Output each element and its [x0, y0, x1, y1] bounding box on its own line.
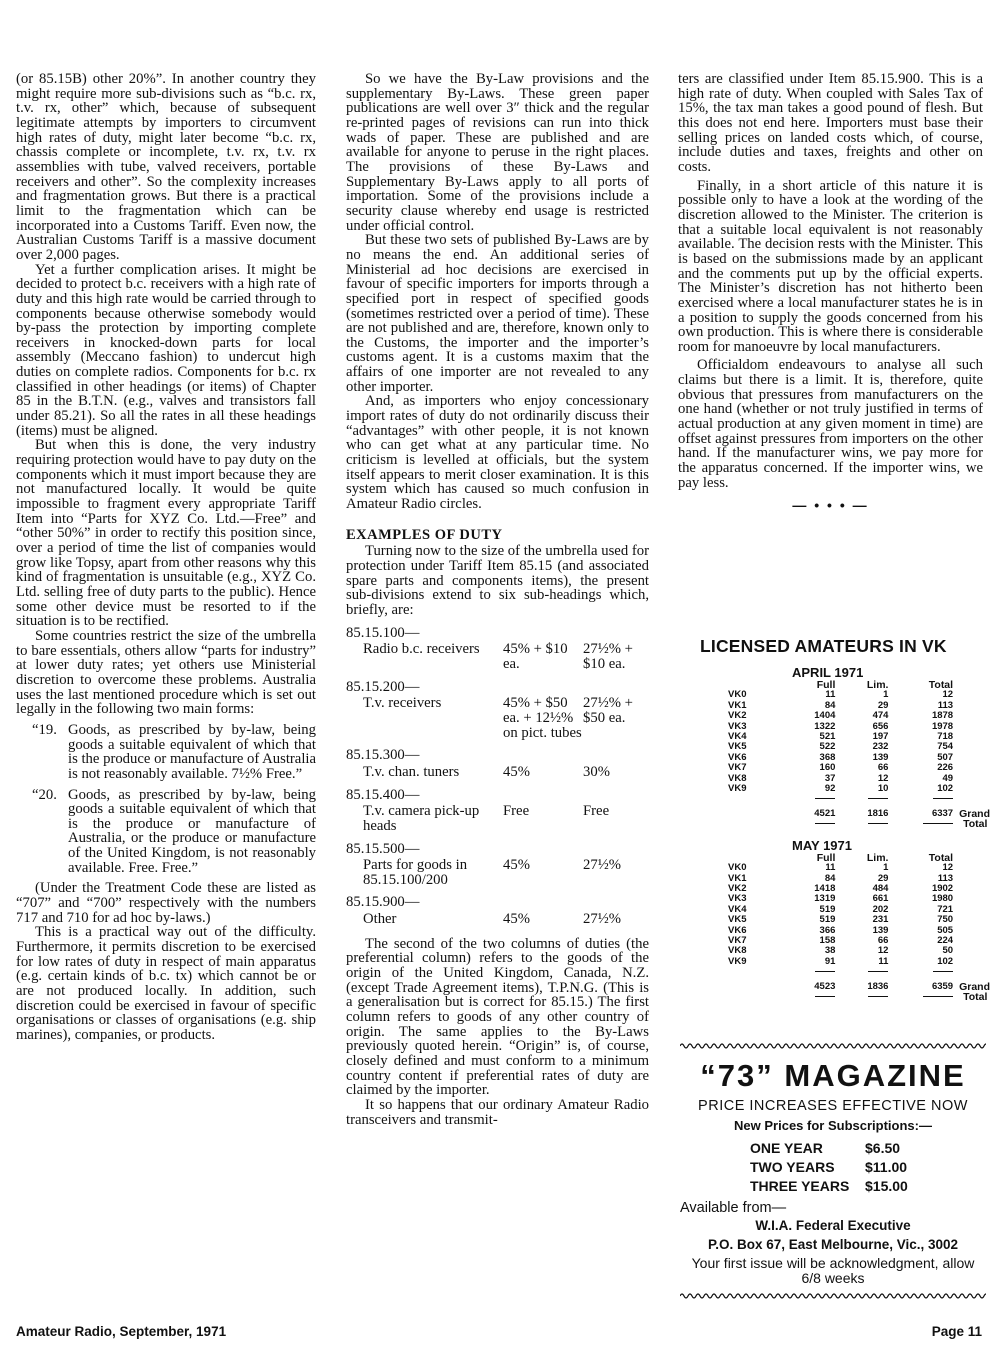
- table-cell: 1418: [814, 882, 836, 894]
- table-cell: VK7: [728, 934, 747, 946]
- table-cell: VK1: [728, 872, 747, 884]
- clause-number: “20.: [32, 786, 57, 803]
- duty-item: [346, 788, 649, 834]
- wavy-border-top: [680, 1042, 986, 1050]
- price-value: $6.50: [865, 1140, 901, 1156]
- table-cell: 38: [824, 945, 836, 957]
- licensed-amateurs-box: [700, 636, 990, 1002]
- licensed-amateurs-tables: [700, 665, 990, 1002]
- table-cell: VK4: [728, 731, 747, 743]
- column-header: Full: [816, 679, 836, 691]
- table-cell: 12: [942, 689, 954, 701]
- table-cell: 366: [819, 924, 836, 936]
- subscription-prices: [750, 1139, 986, 1196]
- duty-label: T.v. receivers: [363, 695, 442, 712]
- table-cell: VK5: [728, 741, 747, 753]
- price-term: THREE YEARS: [750, 1178, 850, 1194]
- table-cell: 368: [819, 751, 836, 763]
- table-cell: 160: [819, 762, 836, 774]
- table-cell: 102: [937, 955, 954, 967]
- duty-row: [346, 642, 649, 671]
- clause-number: “19.: [32, 721, 57, 738]
- price-term: ONE YEAR: [750, 1140, 823, 1156]
- clause-text: Goods, as prescribed by by-law, being goods a suitable equivalent of which that is the produce or manufacture of Australia is not reasonably available. 7½% Free.”: [68, 721, 316, 782]
- table-cell: 84: [824, 699, 836, 711]
- total-label: Total: [963, 990, 988, 1003]
- table-cell: 721: [937, 903, 954, 915]
- table-cell: 522: [819, 741, 836, 753]
- table-cell: VK6: [728, 751, 747, 763]
- paragraph: Officialdom endeavours to analyse all such claims but there is a limit. It is, therefore, quite obvious that pressures from manufacturers on the one hand (whether or not truly justified in terms of actual production at any given moment in time) are offset against pressures from importers on the other hand. If the manufacturer wins, we pay more for the apparatus concerned. If the importer wins, we pay less.: [678, 357, 983, 491]
- duty-general-rate: Free: [503, 803, 530, 820]
- duty-preferential-rate: 27½%: [583, 857, 621, 874]
- magazine-ad: [680, 1042, 986, 1300]
- organisation: W.I.A. Federal Executive: [755, 1218, 911, 1233]
- totals-row: [728, 978, 990, 992]
- table-cell: 754: [937, 741, 954, 753]
- paragraph: So we have the By-Law provisions and the supplementary By-Laws. These green paper publications are well over 3″ thick and the regular re-printed pages of revisions can run into thick wads of paper. These are published and are available for anyone to peruse in the right places. The provisions of these By-Laws and Supplementary By-Laws apply to all ports of importation. Some of the provisions include a security clause whereby end usage is restricted under official control.: [346, 71, 649, 234]
- paragraph: But when this is done, the very industry requiring protection would have to pay duty on the components which it must import because they are not manufactured locally. It would be quite impossible to fragment every appropriate Tariff Item into “Parts for XYZ Co. Ltd.—Free” and “other 50%” in order to rectify this position since, over a period of time the list of companies would grow like Topsy, apart from other reasons why this kind of fragmentation is unsuitable (e.g., XYZ Co. Ltd. selling free of duty parts to the public). Hence some other device must be resorted to if the situation is to be rectified.: [16, 437, 316, 630]
- paragraph: (Under the Treatment Code these are listed as “707” and “700” respectively with the numbers 717 and 710 for ad hoc by-laws.): [16, 880, 316, 926]
- duty-label: Parts for goods in 85.15.100/200: [363, 857, 468, 888]
- table-cell: VK8: [728, 945, 747, 957]
- table-cell: VK1: [728, 699, 747, 711]
- paragraph: The second of the two columns of duties (the preferential column) refers to the goods of the origin of the United Kingdom, Canada, N.Z. (except Trade Agreement items), T.P.N.G. (This is a generalisation but is correct for 85.15.) The first column refers to goods of any other country of origin. The same applies to the By-Laws previously quoted herein. “Origin” is, of course, closely defined and must conform to a minimum country content if preferential rates of duty are claimed by the importer.: [346, 935, 649, 1099]
- table-cell: 113: [937, 872, 954, 884]
- table-cell: VK6: [728, 924, 747, 936]
- paragraph: But these two sets of published By-Laws are by no means the end. An additional series of Ministerial ad hoc decisions are exercised in favour of specific importers for imports through a specified port in respect of specified goods (sometimes restricted over a period of time). These are not published and are, therefore, known only to the Customs, the importer and the importer’s customs agent. It is a customs maxim that the affairs of one importer are not revealed to any other importer.: [346, 232, 649, 395]
- section-heading: EXAMPLES OF DUTY: [346, 526, 503, 543]
- table-cell: 113: [937, 699, 954, 711]
- duty-code: 85.15.300—: [346, 747, 420, 764]
- table-cell: 231: [872, 914, 889, 926]
- table-cell: 656: [872, 720, 889, 732]
- table-row: [728, 863, 990, 873]
- table-cell: 10: [877, 783, 889, 795]
- duty-code: 85.15.400—: [346, 786, 420, 803]
- price-row: [750, 1177, 986, 1196]
- duty-list: [346, 626, 649, 927]
- grand-label: Grand: [959, 807, 990, 820]
- table-cell: 84: [824, 872, 836, 884]
- column-header: Full: [816, 851, 836, 864]
- footer-publication: Amateur Radio, September, 1971: [16, 1324, 227, 1339]
- month-heading: APRIL 1971: [792, 665, 864, 680]
- duty-item: [346, 748, 649, 779]
- table-cell: 139: [872, 751, 889, 763]
- new-prices-label: New Prices for Subscriptions:—: [734, 1118, 932, 1133]
- price-increase-notice: PRICE INCREASES EFFECTIVE NOW: [698, 1098, 968, 1114]
- table-cell: 12: [877, 945, 889, 957]
- column-header: Lim.: [866, 851, 889, 864]
- table-cell: 139: [872, 924, 889, 936]
- address: P.O. Box 67, East Melbourne, Vic., 3002: [707, 1237, 959, 1252]
- table-cell: 232: [872, 741, 889, 753]
- duty-row: [346, 858, 649, 887]
- paragraph: Finally, in a short article of this nature it is possible only to have a look at the wording of the discretion allowed to the Minister. The criterion is that a suitable local equivalent is not reasonably available. The decision rests with the Minister. This is based on the submissions made by an applicant and the comments put up by the official experts. The Minister’s discretion has not hitherto been exercised where a local manufacturer states he is in a position to supply the goods concerned from his own production. This is where there is considerable room for manoeuvre by local manufacturers.: [678, 177, 983, 355]
- table-cell: 202: [872, 903, 889, 915]
- table-cell: 1978: [931, 720, 954, 732]
- table-row: [728, 915, 990, 925]
- magazine-title: “73” MAGAZINE: [700, 1058, 966, 1093]
- paragraph: (or 85.15B) other 20%”. In another country they might require more sub-divisions such as “b.c. rx, t.v. rx, other” which, because of subsequent legitimate attempts by importers to circumvent high rates of duty, might later become “b.c. rx, chassis complete or incomplete, t.v. rx, t.v. rx assemblies with tube, valved receivers, portable receivers and other”. So the complexity increases and fragmentation grows. But there is a practical limit to the fragmentation which can be incorporated into a Customs Tariff. Even now, the Australian Customs Tariff is a massive document over 2,000 pages.: [16, 71, 316, 263]
- table-cell: VK3: [728, 893, 747, 905]
- duty-label: T.v. camera pick-up heads: [363, 803, 480, 834]
- duty-preferential-rate: Free: [583, 803, 610, 820]
- table-cell: 519: [819, 903, 836, 915]
- total-label: Total: [963, 818, 988, 831]
- table-cell: VK9: [728, 783, 747, 795]
- table-cell: VK8: [728, 772, 747, 784]
- column-header: Lim.: [866, 679, 889, 691]
- grand-label: Grand: [959, 980, 990, 993]
- table-cell: 37: [824, 772, 836, 784]
- paragraph: And, as importers who enjoy concessionary import rates of duty do not ordinarily discuss their “advantages” with other people, it is not known who can get what at any particular time. No criticism is levelled at officials, but the system itself appears to merit closer examination. It is this system which has caused so much confusion in Amateur Radio circles.: [346, 393, 649, 513]
- table-cell: 12: [877, 772, 889, 784]
- table-cell: 226: [937, 762, 954, 774]
- table-cell: 224: [937, 934, 954, 946]
- wavy-border-bottom: [680, 1292, 986, 1300]
- duty-preferential-rate: 30%: [583, 763, 610, 780]
- duty-item: [346, 680, 649, 741]
- total-cell: 1816: [867, 807, 889, 819]
- article-column-1: [16, 72, 316, 1043]
- totals-row: [728, 805, 990, 819]
- paragraph: Turning now to the size of the umbrella used for protection under Tariff Item 85.15 (and associated spare parts and components items), the present sub-divisions extend to six sub-headings which, briefly, are:: [346, 543, 649, 618]
- duty-item: [346, 895, 649, 926]
- table-cell: 197: [872, 731, 889, 743]
- table-cell: 50: [942, 945, 954, 957]
- section-separator: — • • • —: [792, 497, 869, 514]
- table-cell: 521: [819, 731, 836, 743]
- table-cell: 11: [825, 689, 836, 701]
- article-column-3: [678, 72, 983, 513]
- clause-text: Goods, as prescribed by by-law, being goods a suitable equivalent of which that is the produce or manufacture of Australia, or the produce or manufacture of the United Kingdom, is not reasonably available. Free. Free.”: [68, 786, 316, 876]
- table-cell: 505: [937, 924, 954, 936]
- table-cell: 158: [819, 934, 836, 946]
- table-cell: 102: [937, 783, 954, 795]
- table-cell: VK2: [728, 710, 747, 722]
- column-header: Total: [928, 851, 954, 864]
- table-cell: 1878: [931, 710, 954, 722]
- price-row: [750, 1158, 986, 1177]
- table-cell: 91: [824, 955, 836, 967]
- duty-row: [346, 696, 649, 740]
- duty-general-rate: 45%: [503, 857, 530, 874]
- duty-code: 85.15.500—: [346, 840, 420, 857]
- table-cell: 1319: [814, 893, 836, 905]
- licensed-amateurs-table: [728, 680, 990, 830]
- duty-code: 85.15.100—: [346, 624, 420, 641]
- clause-20: [16, 788, 316, 876]
- paragraph: Some countries restrict the size of the umbrella to bare essentials, others allow “parts for industry” at lower duty rates; yet others use Ministerial discretion to overcome these problems. Australia uses the last mentioned procedure which is set out legally in the following two main forms:: [16, 627, 316, 718]
- duty-label: Other: [363, 911, 397, 928]
- duty-preferential-rate: 27½% + $10 ea.: [583, 641, 633, 672]
- duty-preferential-rate: 27½% + $50 ea.: [583, 695, 633, 726]
- price-row: [750, 1139, 986, 1158]
- total-cell: 4523: [814, 980, 836, 992]
- duty-label: Radio b.c. receivers: [363, 641, 480, 658]
- table-cell: 1980: [931, 893, 954, 905]
- duty-label: T.v. chan. tuners: [363, 763, 460, 780]
- duty-item: [346, 626, 649, 672]
- duty-code: 85.15.900—: [346, 894, 420, 911]
- paragraph: Yet a further complication arises. It might be decided to protect b.c. receivers with a high rate of duty and this high rate would be carried through to components because otherwise somebody would by-pass the protection by importing complete receivers in knocked-down parts for local assembly (Meccano fashion) to undercut high duties on complete radios. Components for b.c. rx classified in other headings (or items) of Chapter 85 in the B.T.N. (e.g., valves and transistors fall under 85.21). So all the rates in all these headings (items) must be aligned.: [16, 261, 316, 439]
- clause-19: [16, 723, 316, 782]
- article-column-2: [346, 72, 649, 1127]
- table-cell: 1322: [814, 720, 836, 732]
- duty-code: 85.15.200—: [346, 678, 420, 695]
- table-cell: VK0: [728, 689, 747, 701]
- paragraph: This is a practical way out of the difficulty. Furthermore, it permits discretion to be exercised for low rates of duty in respect of main apparatus (e.g. certain kinds of b.c. tx) which cannot be or are not produced locally. In addition, such discretion could be exercised in favour of specific organisations or classes of organisations (e.g. ship marines), companies, or products.: [16, 924, 316, 1043]
- duty-preferential-rate: 27½%: [583, 911, 621, 928]
- table-row: [728, 784, 990, 794]
- table-cell: 92: [824, 783, 836, 795]
- table-cell: 750: [937, 914, 954, 926]
- table-row: [728, 957, 990, 967]
- price-value: $15.00: [865, 1178, 908, 1194]
- table-cell: 1404: [814, 710, 836, 722]
- duty-row: [346, 912, 649, 927]
- acknowledgment-note: Your first issue will be acknowledgment, allow 6/8 weeks: [691, 1255, 975, 1286]
- price-value: $11.00: [865, 1159, 908, 1175]
- table-cell: 11: [825, 862, 836, 874]
- paragraph: ters are classified under Item 85.15.900. This is a high rate of duty. When coupled with Sales Tax of 15%, the tax man takes a good pound of flesh. But this does not end here. Importers must base their selling prices on landed costs which, of course, include duties and taxes, freights and other on costs.: [678, 71, 983, 175]
- table-cell: 11: [878, 955, 889, 967]
- table-cell: VK7: [728, 762, 747, 774]
- table-cell: 49: [942, 772, 954, 784]
- table-cell: 484: [872, 882, 889, 894]
- table-cell: VK3: [728, 720, 747, 732]
- table-cell: 29: [877, 872, 889, 884]
- table-cell: 474: [872, 710, 889, 722]
- footer-page-number: Page 11: [931, 1324, 982, 1339]
- table-cell: 66: [877, 762, 889, 774]
- duty-row: [346, 765, 649, 780]
- duty-general-rate: 45%: [503, 911, 530, 928]
- table-cell: VK0: [728, 862, 747, 874]
- licensed-amateurs-table: [728, 853, 990, 1003]
- table-cell: 718: [937, 731, 954, 743]
- table-cell: 29: [877, 699, 889, 711]
- duty-item: [346, 842, 649, 888]
- total-cell: 1836: [867, 980, 889, 992]
- table-cell: VK5: [728, 914, 747, 926]
- paragraph: It so happens that our ordinary Amateur Radio transceivers and transmit-: [346, 1097, 649, 1128]
- licensed-amateurs-title: LICENSED AMATEURS IN VK: [700, 636, 947, 656]
- total-cell: 6359: [931, 980, 954, 992]
- table-cell: 1: [883, 862, 889, 874]
- table-cell: 507: [937, 751, 954, 763]
- duty-general-rate: 45% + $10 ea.: [503, 641, 568, 672]
- month-heading: MAY 1971: [792, 837, 852, 853]
- table-cell: VK4: [728, 903, 747, 915]
- table-cell: 661: [872, 893, 889, 905]
- table-cell: VK2: [728, 882, 747, 894]
- table-cell: VK9: [728, 955, 747, 967]
- table-cell: 66: [877, 934, 889, 946]
- total-cell: 6337: [931, 807, 954, 819]
- table-cell: 519: [819, 914, 836, 926]
- table-cell: 12: [942, 862, 954, 874]
- duty-general-rate: 45% + $50 ea. + 12½% on pict. tubes: [503, 695, 582, 741]
- table-cell: 1: [883, 689, 889, 701]
- column-header: Total: [928, 679, 954, 691]
- table-cell: 1902: [931, 882, 954, 894]
- available-from: Available from—: [680, 1200, 787, 1216]
- price-term: TWO YEARS: [750, 1159, 835, 1175]
- duty-row: [346, 804, 649, 833]
- total-cell: 4521: [814, 807, 836, 819]
- duty-general-rate: 45%: [503, 763, 530, 780]
